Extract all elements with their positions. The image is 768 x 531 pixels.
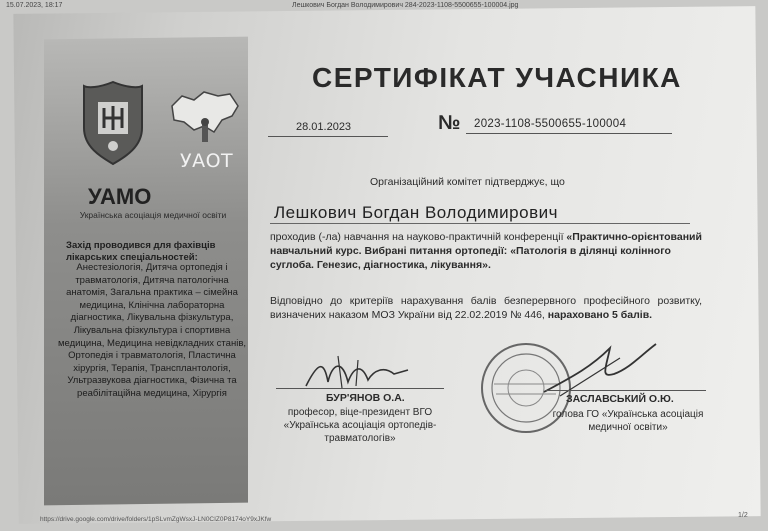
event-audience-title: Захід проводився для фахівців лікарських спеціальностей: (66, 240, 216, 263)
number-label: № (438, 112, 461, 134)
conference-title: «Практично-орієнтований навчальний курс. Вибрані питання ортопедії: «Патологія в ділянці колінного суглоба. Генезис, діагностика, лікування». (270, 231, 702, 271)
coat-of-arms-icon (78, 78, 148, 166)
name-underline (270, 223, 690, 224)
signatory-2-name: ЗАСЛАВСЬКИЙ О.Ю. (566, 393, 674, 405)
print-footer-url: https://drive.google.com/drive/folders/1pSLvmZgWsxJ-LN0CIZ0P8174oY9xJKfw (40, 516, 272, 523)
org-full-name: Українська асоціація медичної освіти (79, 210, 227, 220)
points-paragraph (270, 294, 702, 322)
signatory-2-role: голова ГО «Українська асоціація медичної освіти» (552, 409, 704, 433)
number-underline (466, 133, 672, 134)
print-filename: Лешкович Богдан Володимирович 284-2023-1108-5500655-100004.jpg (292, 2, 519, 9)
points-criteria: Відповідно до критеріїв нарахування балів безперервного професійного розвитку, визначених наказом МОЗ України від 22.02.2019 № 446, (270, 295, 702, 321)
issue-date: 28.01.2023 (296, 121, 352, 133)
print-page-number: 1/2 (738, 512, 748, 519)
certificate-number: 2023-1108-5500655-100004 (474, 118, 627, 130)
specialties-list: Анестезіологія, Дитяча ортопедія і травматологія, Дитяча патологічна анатомія, Загальна практика – сімейна медицина, Клінічна лабораторна діагностика, Лікувальна фізкультура, Лікувальна фізкультура і спортивна медицина, Медицина невідкладних станів, Ортопедія і травматологія, Пластична хірургія, Терапія, Трансплантологія, Ультразвукова діагностика, Фізична та реабілітаційна медицина, Хірургія (58, 262, 247, 399)
uaot-logo-text: УАОТ (180, 150, 234, 172)
signatory-1-name: БУР'ЯНОВ О.А. (326, 392, 405, 404)
ukraine-map-icon (168, 86, 242, 146)
points-result: нараховано 5 балів. (547, 309, 653, 321)
attendance-paragraph (270, 230, 702, 272)
participant-name: Лешкович Богдан Володимирович (274, 203, 558, 222)
attendance-prefix: проходив (-ла) навчання на науково-практичній конференції (270, 231, 564, 243)
signature-2-line (546, 390, 706, 391)
print-timestamp: 15.07.2023, 18:17 (6, 2, 63, 9)
signatory-1-role: професор, віце-президент ВГО «Українська асоціація ортопедів-травматологів» (283, 407, 437, 444)
signature-1-line (276, 388, 444, 389)
certificate-title: СЕРТИФІКАТ УЧАСНИКА (312, 62, 682, 93)
org-abbreviation: УАМО (88, 184, 152, 209)
confirmation-text: Організаційний комітет підтверджує, що (370, 176, 565, 188)
signature-1-icon (298, 352, 418, 392)
date-underline (268, 136, 388, 137)
